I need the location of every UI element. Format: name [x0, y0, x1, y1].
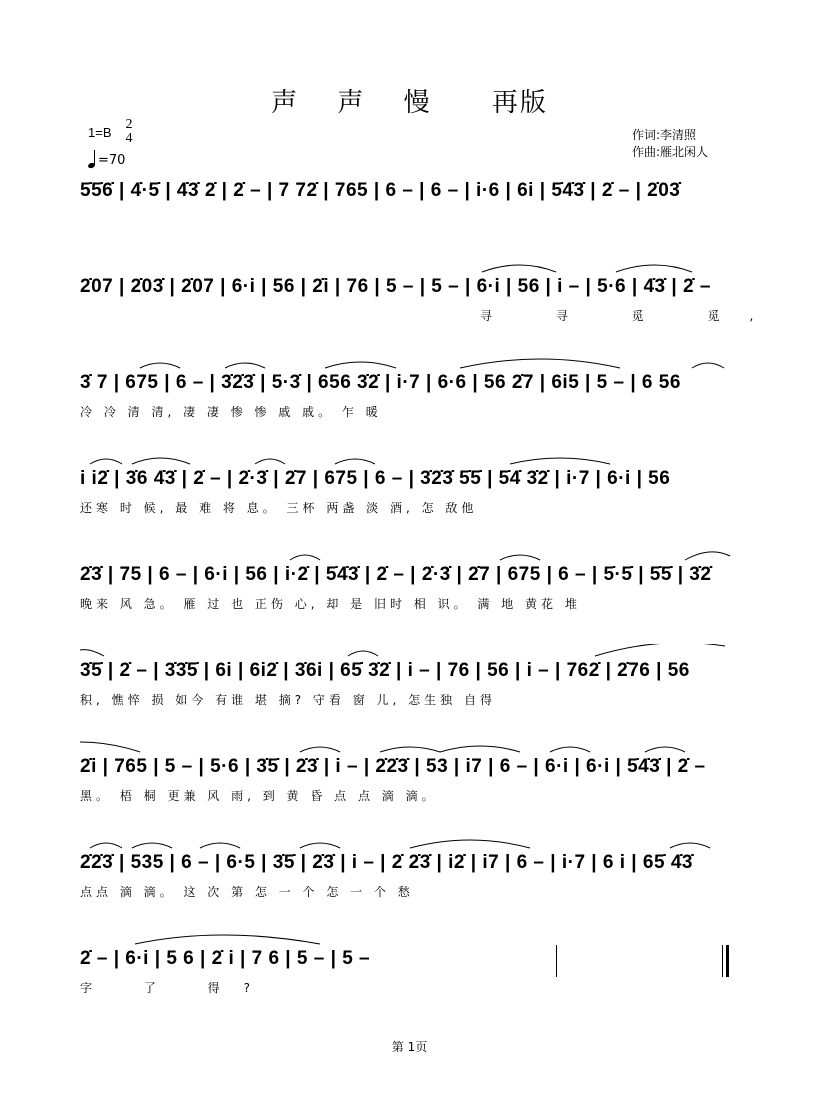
- staff-system-2: [80, 268, 784, 328]
- staff-system-9: [80, 940, 740, 1000]
- lyric-line: 还寒 时 候, 最 难 将 息。 三杯 两盏 淡 酒, 怎 敌他: [80, 501, 478, 515]
- quarter-note-icon: [88, 150, 96, 168]
- slur-marks: [80, 260, 740, 274]
- tempo-value: =70: [98, 153, 126, 168]
- title-subtitle: 再版: [491, 88, 548, 118]
- title-char: 慢: [403, 88, 432, 118]
- notation-line: 3̇ 7 | 675 | 6 – | 3̇2̇3̇ | 5·3̇ | 656 3̇2̇ | i·7 | 6·6 | 56 2̇7 | 6i5 | 5 – | 6 56: [80, 372, 681, 393]
- page-number: 第 1页: [391, 1040, 428, 1054]
- slur-marks: [80, 836, 740, 850]
- staff-system-3: [80, 364, 740, 424]
- notation-line: 3̇5̇ | 2̇ – | 3̇3̇5̇ | 6i | 6i2̇ | 3̇6i | 65̇ 3̇2̇ | i – | 76 | 56 | i – | 762̇ | 2̇76 | 56: [80, 660, 690, 681]
- key-signature: [88, 125, 112, 141]
- final-barline-thick: [726, 945, 729, 977]
- staff-system-4: [80, 460, 740, 520]
- lyric-line: 点点 滴 滴。 这 次 第 怎 一 个 怎 一 个 愁: [80, 885, 414, 899]
- staff-system-1: [80, 172, 740, 232]
- lyric-line: 寻 寻 觅 觅,: [480, 309, 784, 323]
- slur-marks: [80, 452, 740, 466]
- barline: [556, 945, 557, 977]
- title-char: 声: [271, 88, 300, 118]
- notation-line: i i2̇ | 3̇6 4̇3̇ | 2̇ – | 2̇·3̇ | 2̇7 | 675 | 6 – | 3̇2̇3̇ 5̇5̇ | 5̇4̇ 3̇2̇ | i·7 | 6·i | 56: [80, 468, 671, 489]
- staff-system-6: [80, 652, 740, 712]
- time-signature: [122, 118, 136, 146]
- slur-marks: [80, 356, 740, 370]
- time-bottom: 4: [125, 131, 133, 146]
- key-label: 1=B: [88, 125, 112, 140]
- slur-marks: [80, 740, 740, 754]
- slur-marks: [80, 548, 740, 562]
- staff-system-7: [80, 748, 740, 808]
- notation-line: 2̇07 | 2̇03̇ | 2̇07 | 6·i | 56 | 2̇i | 76 | 5 – | 5 – | 6·i | 56 | i – | 5·6 | 4̇3̇ | 2̇ –: [80, 276, 711, 297]
- time-top: 2: [125, 117, 133, 132]
- notation-line: 2̇3̇ | 75 | 6 – | 6·i | 56 | i·2̇ | 5̇4̇3̇ | 2̇ – | 2̇·3̇ | 2̇7 | 675 | 6 – | 5̇·5̇ | 5̇5̇ | 3̇2̇: [80, 564, 712, 585]
- lyric-line: 黑。 梧 桐 更兼 风 雨, 到 黄 昏 点 点 滴 滴。: [80, 789, 438, 803]
- final-barline-thin: [722, 945, 723, 977]
- staff-system-5: [80, 556, 740, 616]
- notation-line: 2̇2̇3̇ | 535 | 6 – | 6·5 | 3̇5̇ | 2̇3̇ | i – | 2̇ 2̇3̇ | i2̇ | i7 | 6 – | i·7 | 6 i | 65̇ 4̇3̇: [80, 852, 693, 873]
- slur-marks: [80, 644, 740, 658]
- tempo-marking: [88, 150, 125, 168]
- notation-line: 5̇5̇6̇ | 4̇·5̇ | 4̇3̇ 2̇ | 2̇ – | 7 72̇ | 765 | 6 – | 6 – | i·6 | 6i | 5̇4̇3̇ | 2̇ – | 2̇03̇: [80, 180, 681, 201]
- staff-system-8: [80, 844, 740, 904]
- slur-marks: [80, 932, 740, 946]
- lyric-line: 冷 冷 清 清, 凄 凄 惨 惨 戚 戚。 乍 暖: [80, 405, 382, 419]
- notation-line: 2̇i | 765 | 5 – | 5·6 | 3̇5̇ | 2̇3̇ | i – | 2̇2̇3̇ | 53 | i7 | 6 – | 6·i | 6·i | 5̇4̇3̇ | 2̇ –: [80, 756, 706, 777]
- composer: 作曲:雁北闲人: [632, 145, 709, 159]
- lyric-line: 字 了 得?: [80, 981, 274, 995]
- song-title: [0, 82, 819, 119]
- title-char: 声: [337, 88, 366, 118]
- lyric-line: 积, 憔悴 损 如今 有谁 堪 摘? 守看 窗 儿, 怎生独 自得: [80, 693, 496, 707]
- credits: [632, 127, 708, 161]
- lyricist: 作词:李清照: [632, 128, 697, 142]
- lyric-line: 晚来 风 急。 雁 过 也 正伤 心, 却 是 旧时 相 识。 满 地 黄花 堆: [80, 597, 581, 611]
- notation-line: 2̇ – | 6·i | 5 6 | 2̇ i | 7 6 | 5 – | 5 –: [80, 948, 371, 969]
